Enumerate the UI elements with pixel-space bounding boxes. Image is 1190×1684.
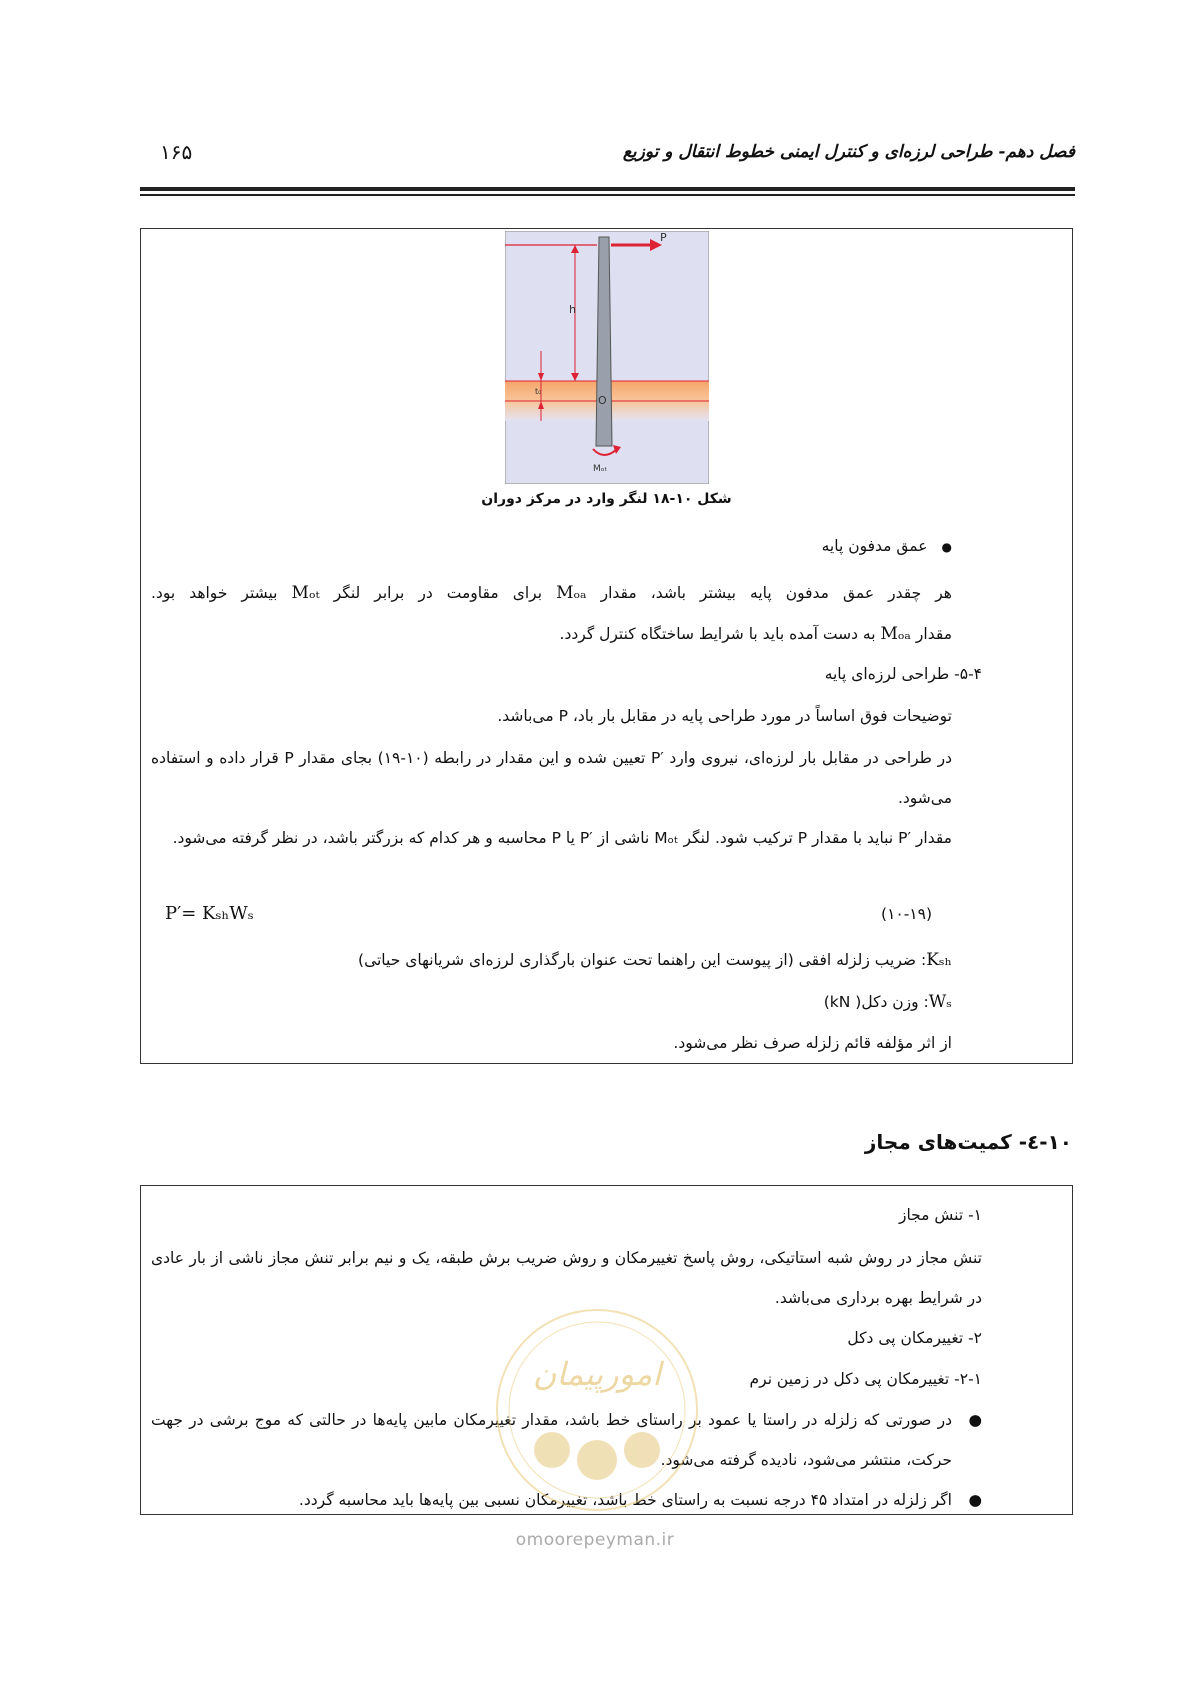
definition-ws: Wₛ: وزن دکل( kN) xyxy=(823,992,952,1012)
content-box-allowable-values xyxy=(140,1185,1073,1515)
header-rule xyxy=(140,187,1075,191)
equation: P′= KₛₕWₛ xyxy=(165,903,254,924)
subheading-seismic-design: ۵-۴- طراحی لرزه‌ای پایه xyxy=(824,665,982,683)
bullet-icon: ● xyxy=(941,540,952,554)
equation-number: (۱۰-۱۹) xyxy=(881,905,933,923)
item-foundation-displacement: ۲- تغییرمکان پی دکل xyxy=(847,1329,982,1347)
item-allowable-stress: ۱- تنش مجاز xyxy=(898,1206,982,1224)
figure-label-o: O xyxy=(598,394,607,407)
figure-caption: شکل ۱۰-۱۸ لنگر وارد در مرکز دوران xyxy=(481,491,732,507)
figure-label-h: h xyxy=(569,303,576,316)
bullet-45-degree: ● اگر زلزله در امتداد ۴۵ درجه نسبت به راستای خط باشد، تغییرمکان نسبی بین پایه‌ها باید محاسبه گردد. xyxy=(151,1480,982,1520)
page-number: ۱۶۵ xyxy=(160,140,193,164)
chapter-title: فصل دهم- طراحی لرزه‌ای و کنترل ایمنی خطوط انتقال و توزیع xyxy=(622,142,1075,162)
header-rule-thin xyxy=(140,194,1075,196)
bullet-depth: ●عمق مدفون پایه xyxy=(821,537,952,555)
figure-label-t0: t₀ xyxy=(535,387,542,396)
figure-label-p: P xyxy=(660,231,667,244)
page-header xyxy=(140,140,1075,172)
definition-ksh: Kₛₕ: ضریب زلزله افقی (از پیوست این راهنما تحت عنوان بارگذاری لرزه‌ای شریانهای حیاتی) xyxy=(358,950,952,970)
bullet-icon: ● xyxy=(968,1411,982,1429)
pole-moment-figure xyxy=(505,231,709,484)
content-box-foundation-design xyxy=(140,228,1073,1064)
watermark-logo-text: امورپیمان xyxy=(532,1355,662,1393)
depth-line-1: هر چقدر عمق مدفون پایه بیشتر باشد، مقدار Mₒₐ برای مقاومت در برابر لنگر Mₒₜ بیشتر خواهد بود. xyxy=(151,583,952,603)
paragraph-moment: مقدار ′P نباید با مقدار P ترکیب شود. لنگر Mₒₜ ناشی از ′P یا P محاسبه و هر کدام که بزرگتر باشد، در نظر گرفته می‌شود. xyxy=(172,829,952,847)
section-heading: ۱۰-٤- کمیت‌های مجاز xyxy=(864,1130,1072,1154)
vertical-component-note: از اثر مؤلفه قائم زلزله صرف نظر می‌شود. xyxy=(673,1034,952,1052)
depth-line-2: مقدار Mₒₐ به دست آمده باید با شرایط ساختگاه کنترل گردد. xyxy=(559,624,952,644)
bullet-icon: ● xyxy=(968,1491,982,1509)
figure-label-mot: Mₒₜ xyxy=(593,464,608,474)
paragraph-wind-load: توضیحات فوق اساساً در مورد طراحی پایه در مقابل بار باد، P می‌باشد. xyxy=(497,707,952,725)
item-soft-ground: ۲-۱- تغییرمکان پی دکل در زمین نرم xyxy=(749,1370,982,1388)
watermark-url: omoorepeyman.ir xyxy=(515,1530,675,1550)
paragraph-seismic-force: در طراحی در مقابل بار لرزه‌ای، نیروی وارد ′P تعیین شده و این مقدار در رابطه (۱۰-۱۹) بجای مقدار P قرار داده و استفاده می‌شود. xyxy=(151,749,952,807)
bullet-along-line: ● در صورتی که زلزله در راستا یا عمود بر راستای خط باشد، مقدار تغییرمکان مابین پایه‌ها در حالتی که موج برشی در جهت حرکت، منتشر می‌شود، نادیده گرفته می‌شود. xyxy=(151,1400,982,1480)
paragraph-allowable-stress: تنش مجاز در روش شبه استاتیکی، روش پاسخ تغییرمکان و روش ضریب برش طبقه، یک و نیم برابر تنش مجاز ناشی از بار عادی در شرایط بهره برداری می‌باشد. xyxy=(151,1249,982,1307)
